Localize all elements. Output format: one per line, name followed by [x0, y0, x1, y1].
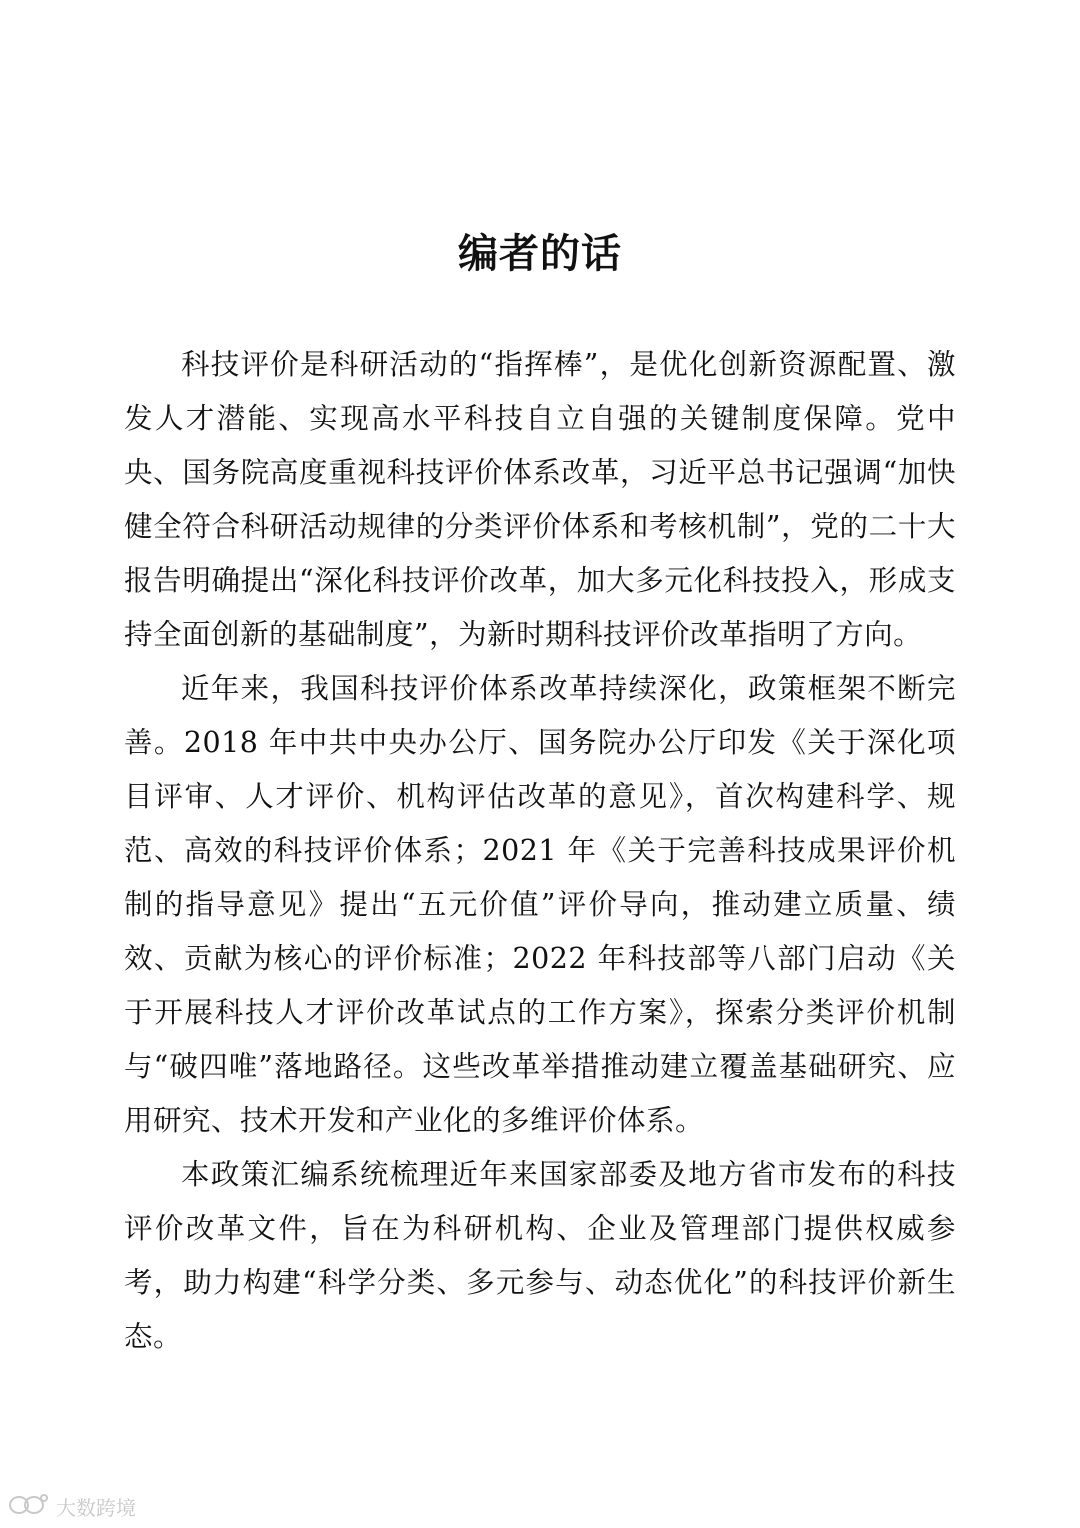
paragraph-2: 近年来，我国科技评价体系改革持续深化，政策框架不断完善。2018 年中共中央办公厅、国务院办公厅印发《关于深化项目评审、人才评价、机构评估改革的意见》，首次构建科学、规范、高效的科技评价体系；2021 年《关于完善科技成果评价机制的指导意见》提出“五元价值”评价导向，推动建立质量、绩效、贡献为核心的评价标准；2022 年科技部等八部门启动《关于开展科技人才评价改革试点的工作方案》，探索分类评价机制与“破四唯”落地路径。这些改革举措推动建立覆盖基础研究、应用研究、技术开发和产业化的多维评价体系。 — [124, 672, 956, 1137]
page-title: 编者的话 — [458, 230, 622, 277]
brand-logo-icon — [8, 1491, 50, 1522]
paragraph-3: 本政策汇编系统梳理近年来国家部委及地方省市发布的科技评价改革文件，旨在为科研机构、企业及管理部门提供权威参考，助力构建“科学分类、多元参与、动态优化”的科技评价新生态。 — [124, 1158, 956, 1353]
watermark-text: 大数跨境 — [56, 1496, 136, 1520]
paragraph-1: 科技评价是科研活动的“指挥棒”，是优化创新资源配置、激发人才潜能、实现高水平科技自立自强的关键制度保障。党中央、国务院高度重视科技评价体系改革，习近平总书记强调“加快健全符合科研活动规律的分类评价体系和考核机制”，党的二十大报告明确提出“深化科技评价改革，加大多元化科技投入，形成支持全面创新的基础制度”，为新时期科技评价改革指明了方向。 — [124, 348, 956, 651]
watermark — [8, 1491, 136, 1522]
document-body — [124, 338, 956, 1364]
